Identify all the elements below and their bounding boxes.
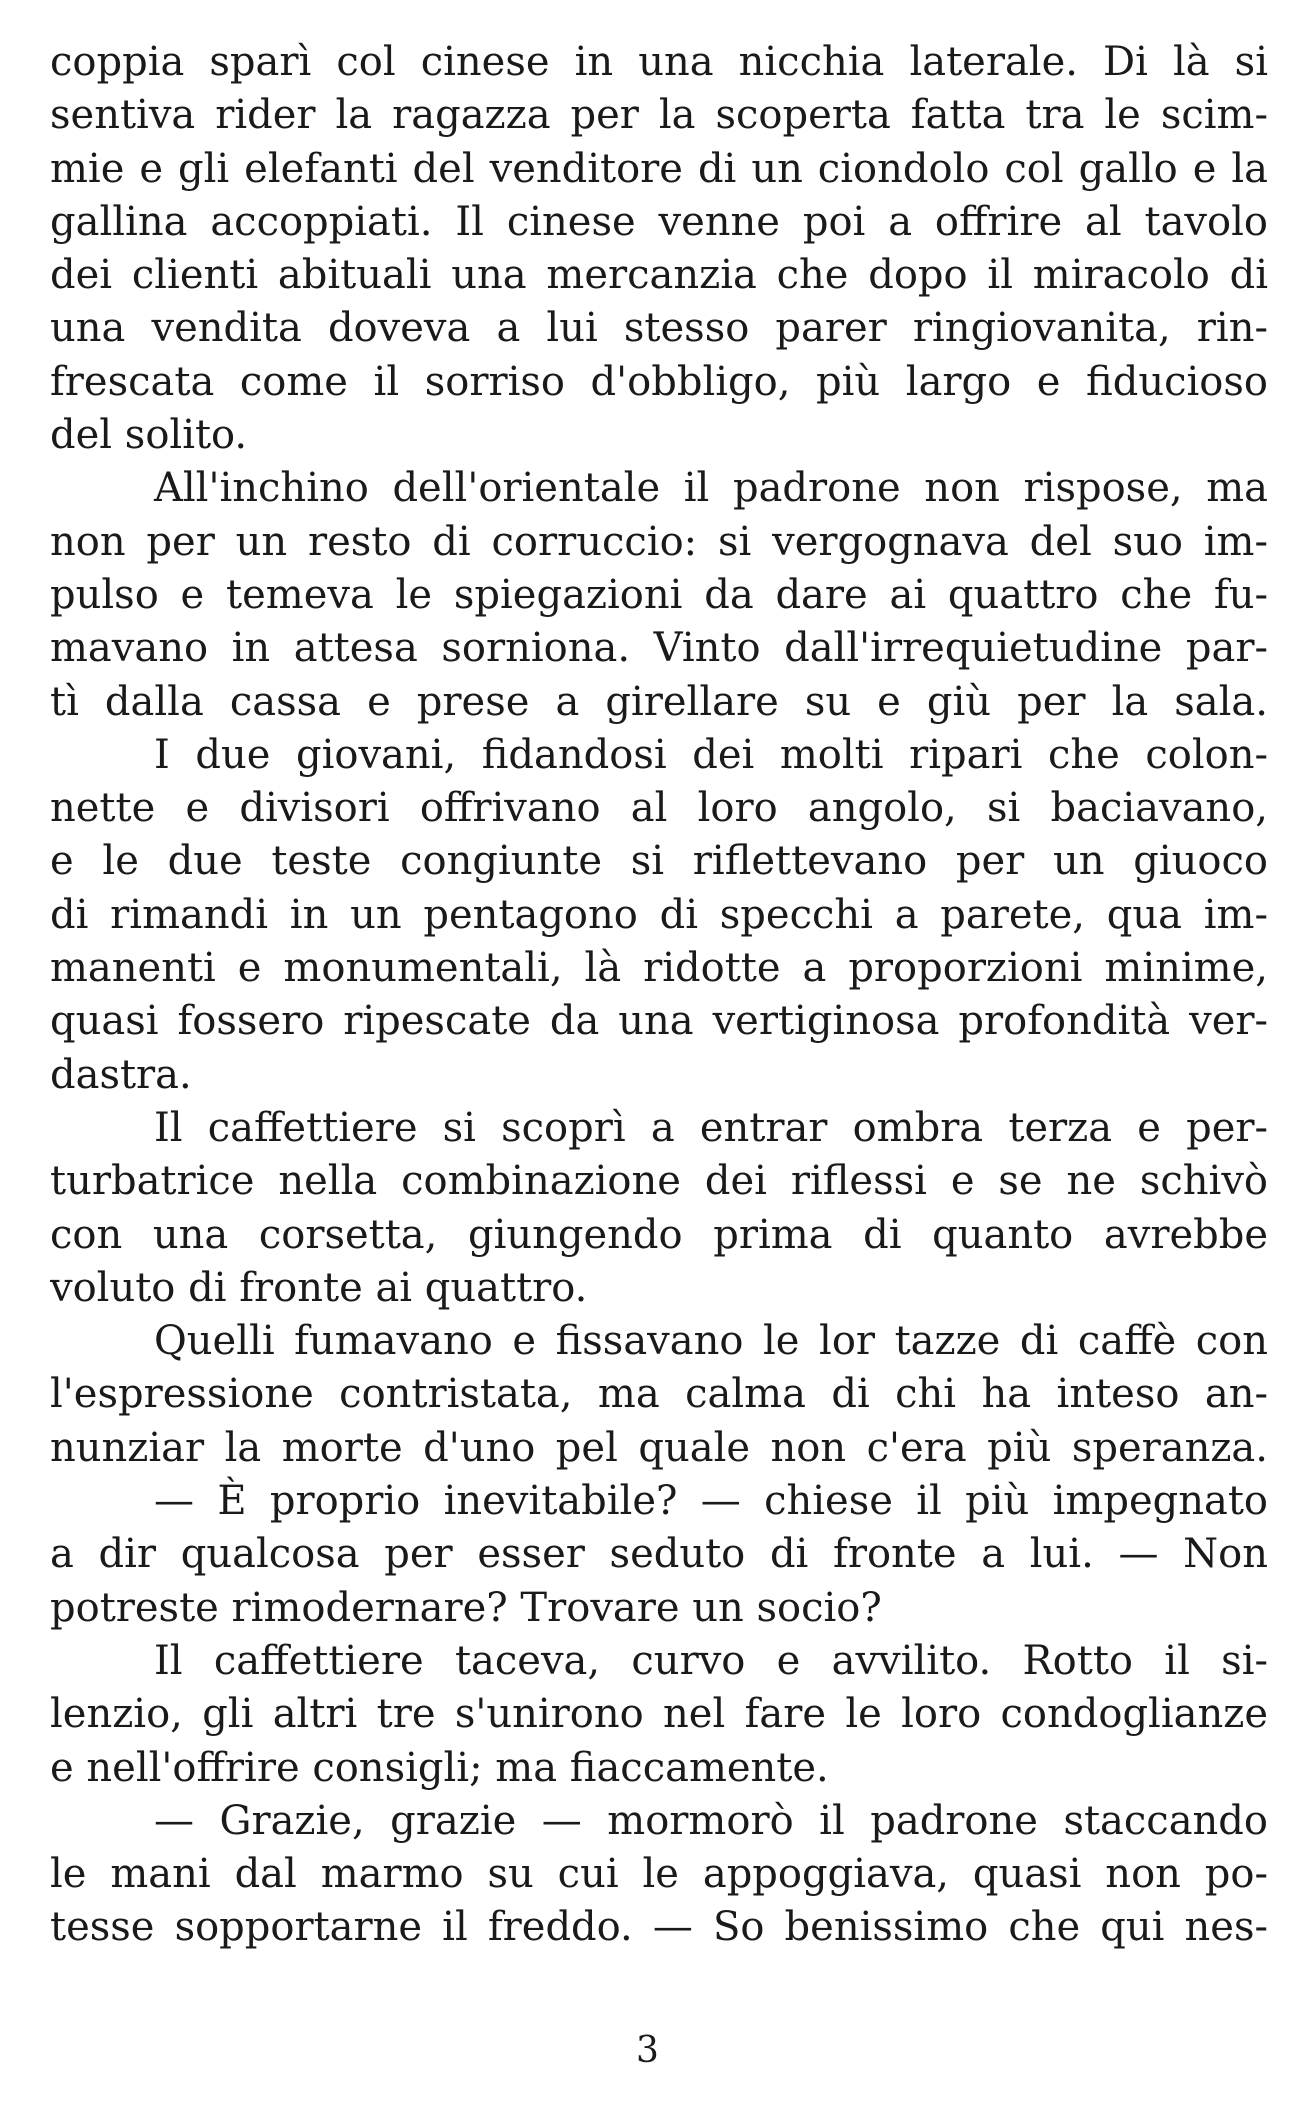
text-line: voluto di fronte ai quattro. xyxy=(50,1264,588,1311)
text-line: All'inchino dell'orientale il padrone non rispose, ma xyxy=(154,465,1268,512)
text-line: con una corsetta, giungendo prima di quanto avrebbe xyxy=(50,1211,1268,1258)
text-line: frescata come il sorriso d'obbligo, più largo e fiducioso xyxy=(50,358,1268,405)
page-number: 3 xyxy=(636,2030,659,2071)
text-line: mavano in attesa sorniona. Vinto dall'irrequietudine par- xyxy=(50,625,1268,672)
text-line: e nell'offrire consigli; ma fiaccamente. xyxy=(50,1744,829,1791)
text-line: coppia sparì col cinese in una nicchia laterale. Di là si xyxy=(50,39,1268,85)
text-line: quasi fossero ripescate da una vertiginosa profondità ver- xyxy=(50,998,1268,1045)
text-line: — È proprio inevitabile? — chiese il più impegnato xyxy=(154,1478,1268,1525)
text-line: I due giovani, fidandosi dei molti ripari che colon- xyxy=(154,731,1268,778)
text-line: — Grazie, grazie — mormorò il padrone staccando xyxy=(154,1797,1268,1844)
text-line: manenti e monumentali, là ridotte a proporzioni minime, xyxy=(50,945,1268,992)
text-line: pulso e temeva le spiegazioni da dare ai quattro che fu- xyxy=(50,571,1268,618)
text-line: Quelli fumavano e fissavano le lor tazze di caffè con xyxy=(154,1318,1268,1365)
text-line: una vendita doveva a lui stesso parer ringiovanita, rin- xyxy=(50,305,1268,352)
text-line: le mani dal marmo su cui le appoggiava, quasi non po- xyxy=(50,1851,1268,1898)
text-line: e le due teste congiunte si riflettevano per un giuoco xyxy=(50,838,1268,885)
text-line: l'espressione contristata, ma calma di chi ha inteso an- xyxy=(50,1371,1268,1418)
text-line: lenzio, gli altri tre s'unirono nel fare le loro condoglianze xyxy=(50,1691,1268,1738)
text-line: tì dalla cassa e prese a girellare su e giù per la sala. xyxy=(50,678,1268,725)
text-line: non per un resto di corruccio: si vergognava del suo im- xyxy=(50,518,1268,565)
text-line: del solito. xyxy=(50,412,248,459)
text-line: nunziar la morte d'uno pel quale non c'era più speranza. xyxy=(50,1424,1268,1471)
text-line: gallina accoppiati. Il cinese venne poi a offrire al tavolo xyxy=(50,198,1268,245)
text-line: dei clienti abituali una mercanzia che dopo il miracolo di xyxy=(50,252,1268,299)
text-line: mie e gli elefanti del venditore di un ciondolo col gallo e la xyxy=(50,145,1268,192)
text-line: nette e divisori offrivano al loro angolo, si baciavano, xyxy=(50,785,1268,832)
text-line: di rimandi in un pentagono di specchi a parete, qua im- xyxy=(50,891,1268,938)
document-body xyxy=(50,36,1268,1955)
text-line: Il caffettiere taceva, curvo e avvilito. Rotto il si- xyxy=(154,1637,1268,1684)
text-line: Il caffettiere si scoprì a entrar ombra terza e per- xyxy=(154,1104,1268,1151)
text-line: sentiva rider la ragazza per la scoperta fatta tra le scim- xyxy=(50,92,1268,139)
text-line: dastra. xyxy=(50,1051,192,1098)
text-line: potreste rimodernare? Trovare un socio? xyxy=(50,1584,882,1631)
text-line: turbatrice nella combinazione dei riflessi e se ne schivò xyxy=(50,1158,1268,1205)
text-line: tesse sopportarne il freddo. — So benissimo che qui nes- xyxy=(50,1904,1268,1951)
text-line: a dir qualcosa per esser seduto di fronte a lui. — Non xyxy=(50,1531,1268,1578)
